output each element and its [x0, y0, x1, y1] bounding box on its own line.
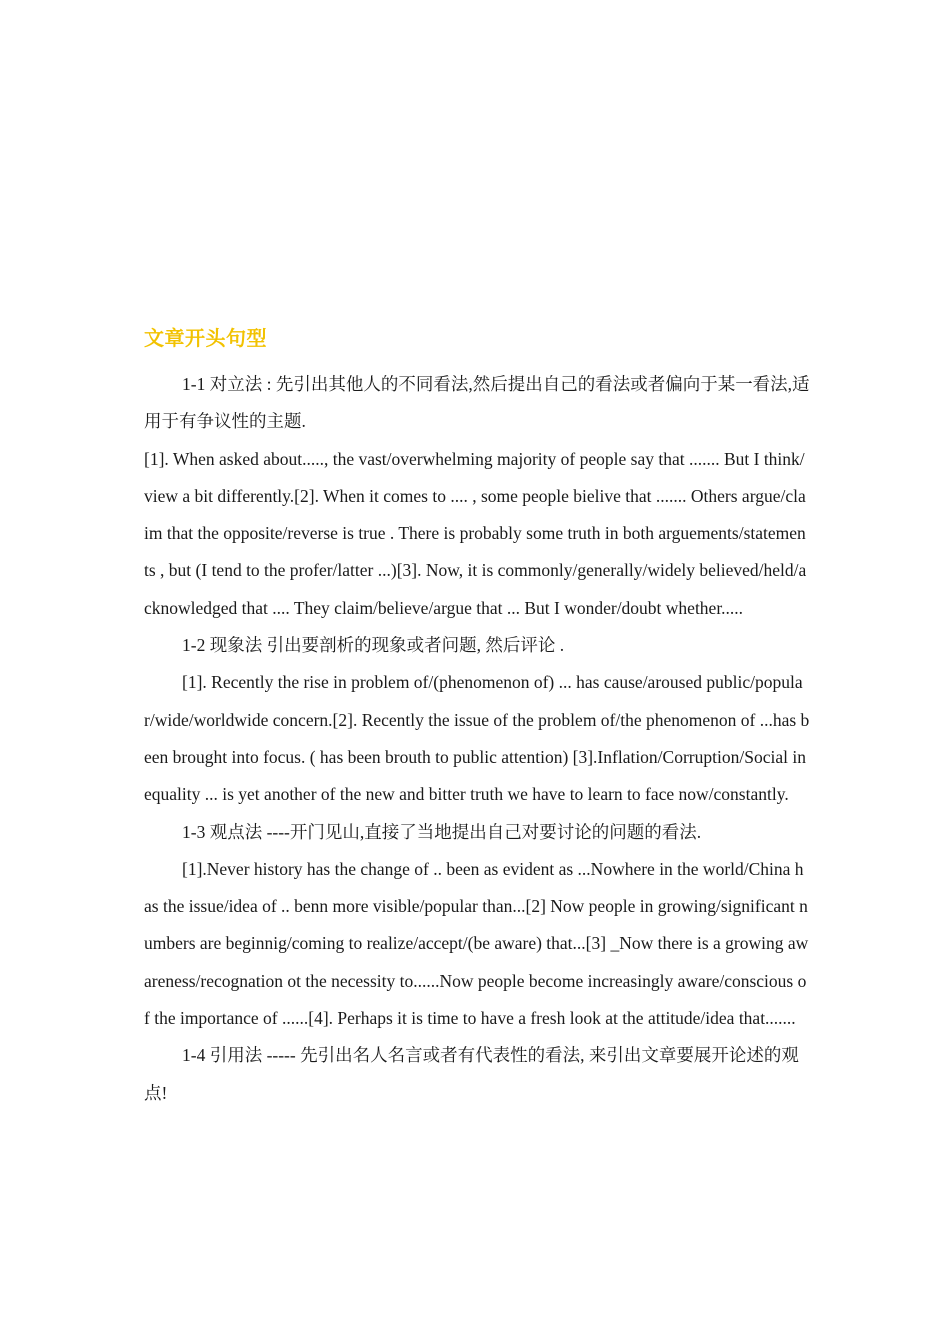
paragraph-method-1-2: 1-2 现象法 引出要剖析的现象或者问题, 然后评论 .	[182, 635, 565, 656]
paragraph-method-1-3-examples: [1].Never history has the change of .. been as evident as ...Nowhere in the world/China has the issue/idea of .. benn more visible/popular than...[2] Now people in growing/significant numbers are beginnig/coming to realize/accept/(be aware) that...[3] _Now there is a growing awareness/recognation ot the necessity to......Now people become increasingly aware/conscious of the importance of ......[4]. Perhaps it is time to have a fresh look at the attitude/idea that.......	[144, 858, 809, 1029]
section-heading: 文章开头句型	[144, 326, 267, 350]
document-page	[144, 318, 810, 1112]
paragraph-method-1-3: 1-3 观点法 ----开门见山,直接了当地提出自己对要讨论的问题的看法.	[182, 821, 702, 842]
paragraph-method-1-1: 1-1 对立法 : 先引出其他人的不同看法,然后提出自己的看法或者偏向于某一看法,适用于有争议性的主题.	[144, 374, 810, 432]
paragraph-method-1-1-examples: [1]. When asked about....., the vast/overwhelming majority of people say that ....... But I think/view a bit differently.[2]. When it comes to .... , some people bielive that ....... Others argue/claim that the opposite/reverse is true . There is probably some truth in both arguements/statements , but (I tend to the profer/latter ...)[3]. Now, it is commonly/generally/widely believed/held/acknowledged that .... They claim/believe/argue that ... But I wonder/doubt whether.....	[144, 448, 807, 618]
paragraph-method-1-2-examples: [1]. Recently the rise in problem of/(phenomenon of) ... has cause/aroused public/popular/wide/worldwide concern.[2]. Recently the issue of the problem of/the phenomenon of ...has been brought into focus. ( has been brouth to public attention) [3].Inflation/Corruption/Social inequality ... is yet another of the new and bitter truth we have to learn to face now/constantly.	[144, 672, 810, 805]
paragraph-method-1-4: 1-4 引用法 ----- 先引出名人名言或者有代表性的看法, 来引出文章要展开论述的观点!	[144, 1045, 799, 1103]
